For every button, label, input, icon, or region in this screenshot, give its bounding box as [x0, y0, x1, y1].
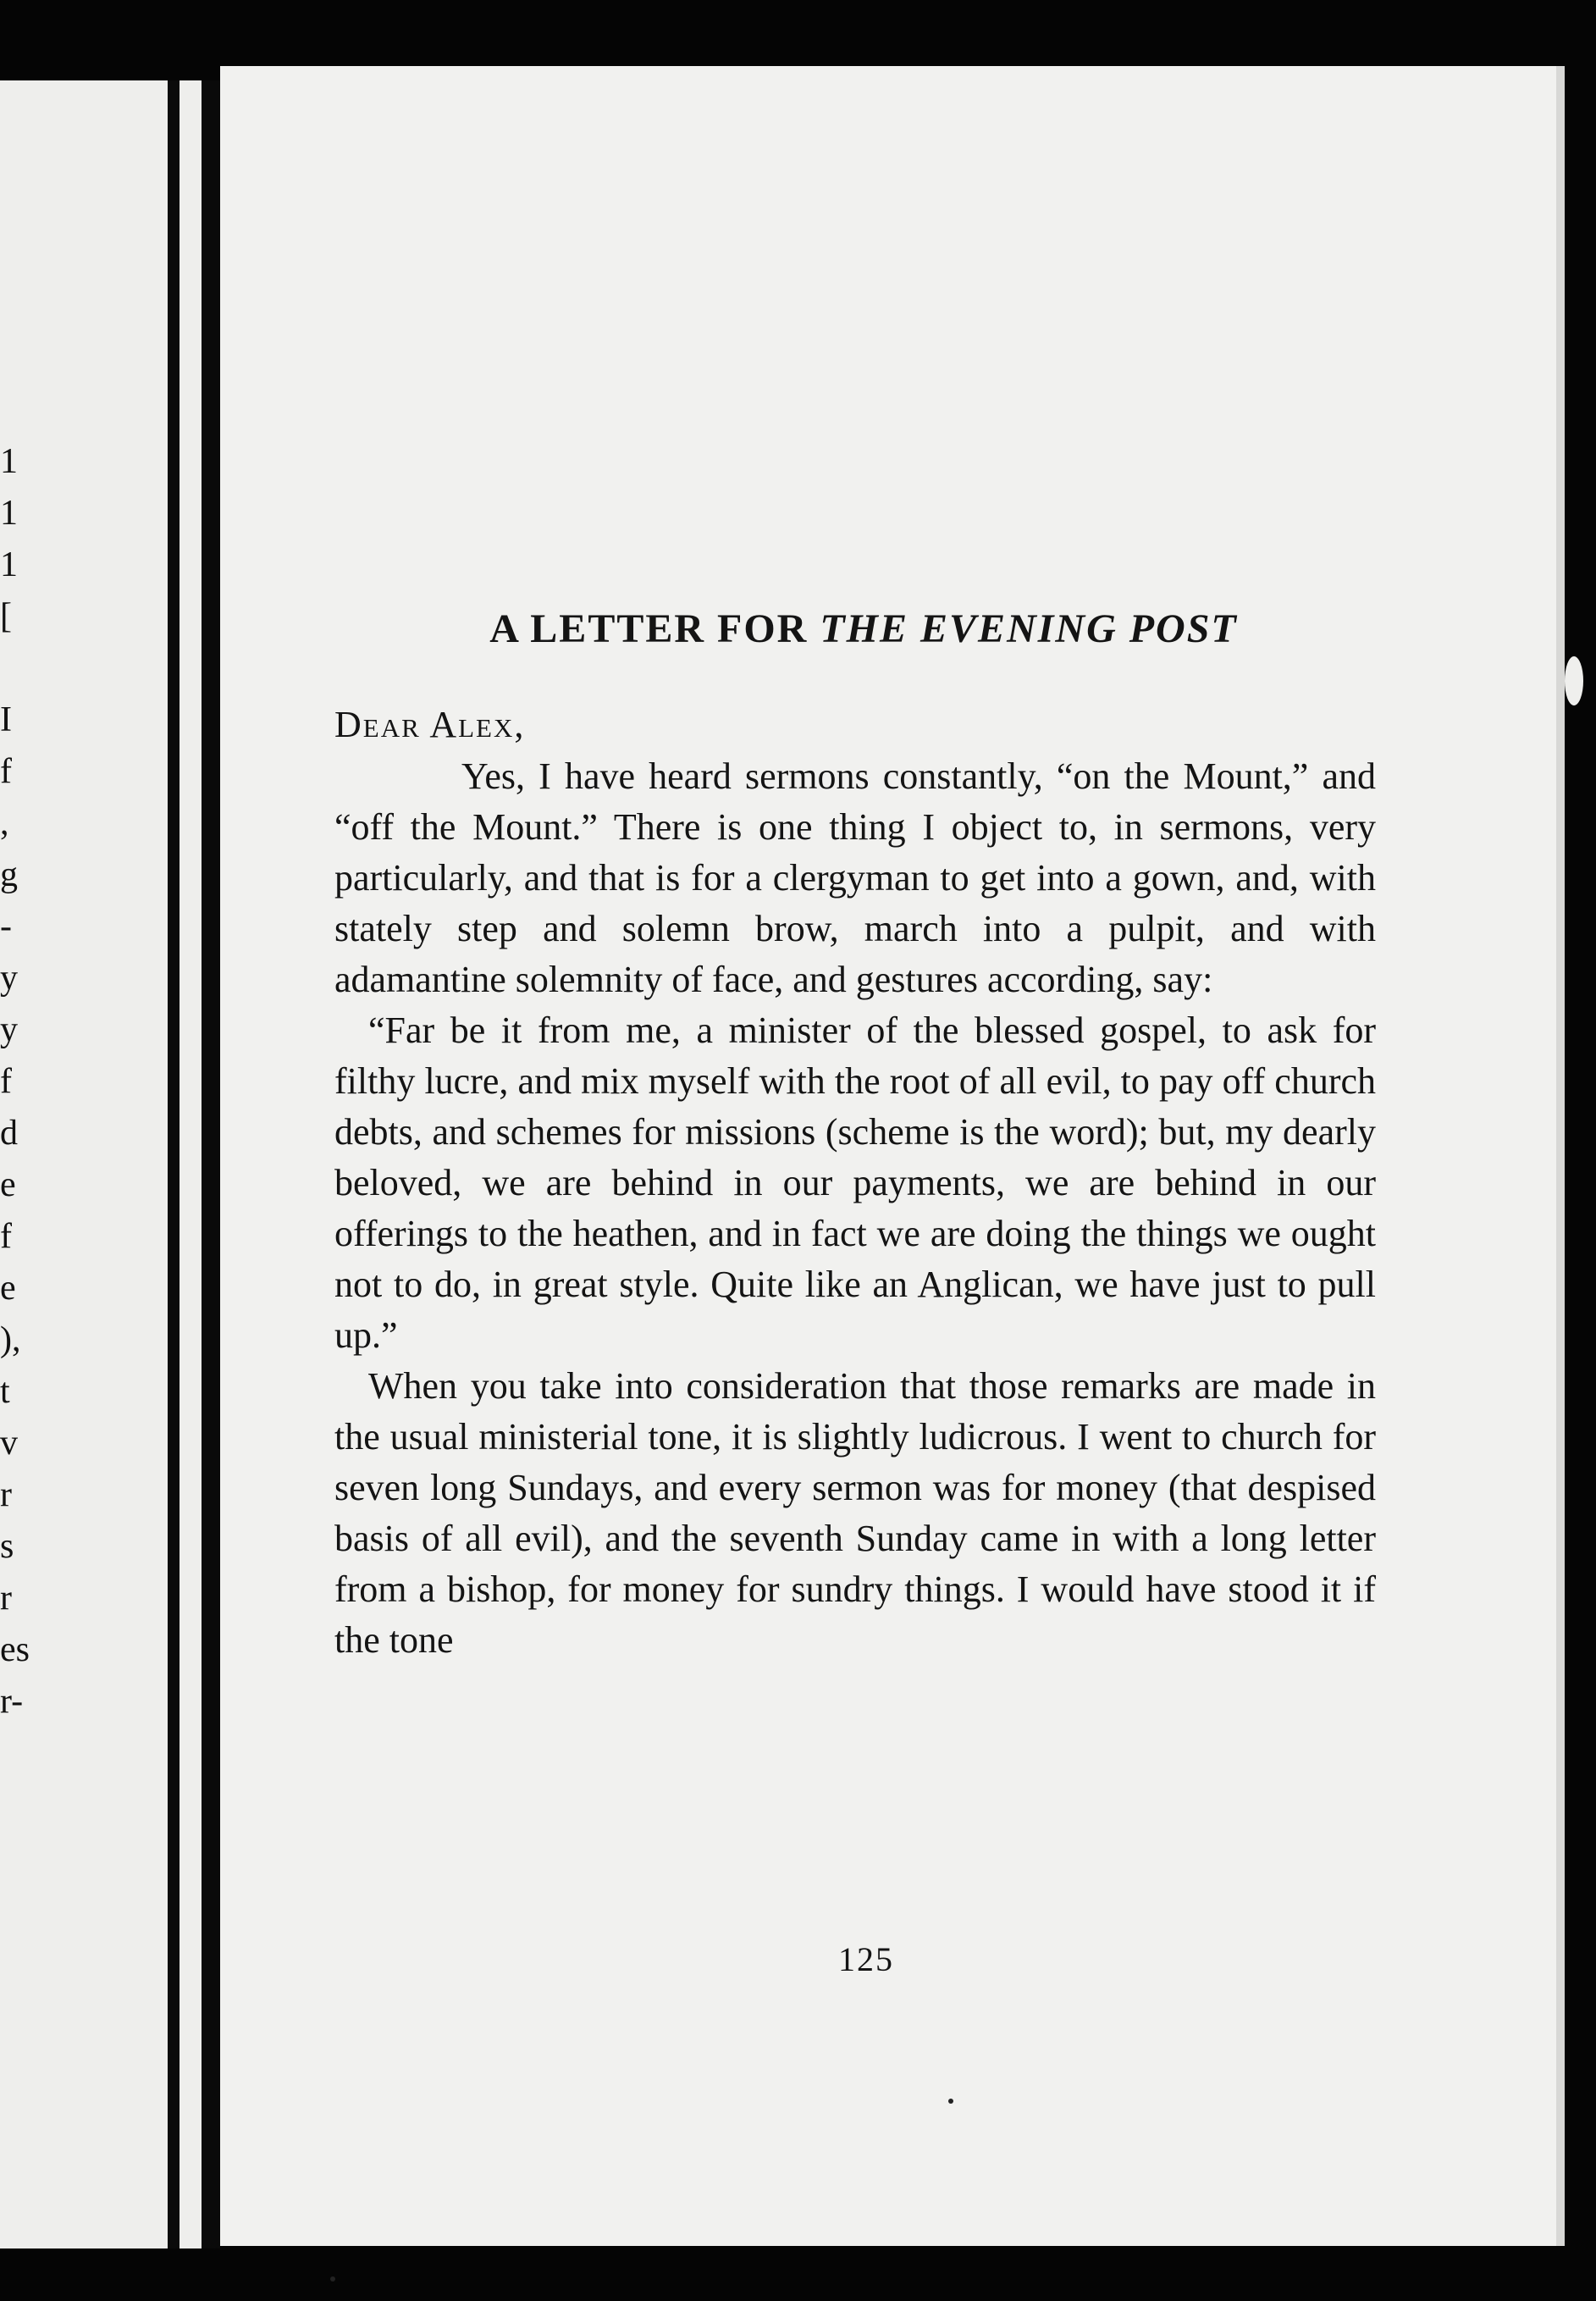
facing-page-fragment: g [0, 855, 18, 894]
dust-speck [330, 2276, 335, 2282]
facing-page-fragment: t [0, 1372, 10, 1411]
facing-page-fragment: r [0, 1579, 12, 1618]
dust-speck [948, 2099, 953, 2104]
facing-page-fragment: r [0, 1475, 12, 1514]
facing-page-fragment: es [0, 1630, 30, 1669]
facing-page-fragment: e [0, 1165, 16, 1204]
page-edge-right [1556, 66, 1565, 2246]
facing-page-fragment: e [0, 1269, 16, 1308]
facing-page-fragment: r- [0, 1682, 24, 1721]
facing-page-fragment: 1 [0, 545, 18, 584]
facing-page-fragment: - [0, 907, 12, 946]
facing-page-fragment: ), [0, 1320, 21, 1359]
facing-page-fragment: 1 [0, 494, 18, 533]
page-title [334, 606, 1376, 652]
title-italic-part: THE EVENING POST [820, 606, 1238, 651]
facing-page-fragment [0, 643, 51, 694]
letter-paragraph: “Far be it from me, a minister of the blessed gospel, to ask for filthy lucre, and mix myself with the root of all evil, to pay off church debts, and schemes for missions (scheme is the word); but, my dearly beloved, we are behind in our payments, we are behind in our offerings to the heathen, and in fact we are doing the things we ought not to do, in great style. Quite like an Anglican, we have just to pull up.” [334, 1009, 1376, 1356]
facing-page-fragment: s [0, 1527, 14, 1566]
facing-page-edge [168, 80, 179, 2248]
letter-paragraph: When you take into consideration that those remarks are made in the usual ministerial tone, it is slightly ludicrous. I went to church for seven long Sundays, and every sermon was for money (that despised basis of all evil), and the seventh Sunday came in with a long letter from a bishop, for money for sundry things. I would have stood it if the tone [334, 1365, 1376, 1661]
facing-page-fragment: , [0, 804, 9, 843]
facing-page-fragment: I [0, 700, 12, 739]
book-gutter [202, 80, 220, 2248]
facing-page-fragment: 1 [0, 442, 18, 481]
facing-page-text-fragments [0, 436, 51, 1728]
facing-page-fragment: y [0, 959, 18, 998]
letter-salutation: Dear Alex, [334, 704, 526, 745]
facing-page-fragment: [ [0, 597, 12, 636]
title-plain-part: A LETTER FOR [489, 606, 820, 651]
page-number: 125 [838, 1940, 894, 1978]
paper-blot [1565, 656, 1583, 705]
letter-text-block [334, 606, 1376, 1666]
facing-page-fragment: f [0, 752, 12, 791]
facing-page-fragment: d [0, 1114, 18, 1153]
letter-paragraph: Yes, I have heard sermons constantly, “on the Mount,” and “off the Mount.” There is one thing I object to, in sermons, very particularly, and that is for a clergyman to get into a gown, and, with stately step and solemn brow, march into a pulpit, and with adamantine solemnity of face, and gestures according, say: [334, 755, 1376, 1000]
facing-page-fragment: f [0, 1062, 12, 1101]
facing-page-fragment: f [0, 1217, 12, 1256]
facing-page-fragment: v [0, 1424, 18, 1463]
facing-page-fragment: y [0, 1010, 18, 1049]
